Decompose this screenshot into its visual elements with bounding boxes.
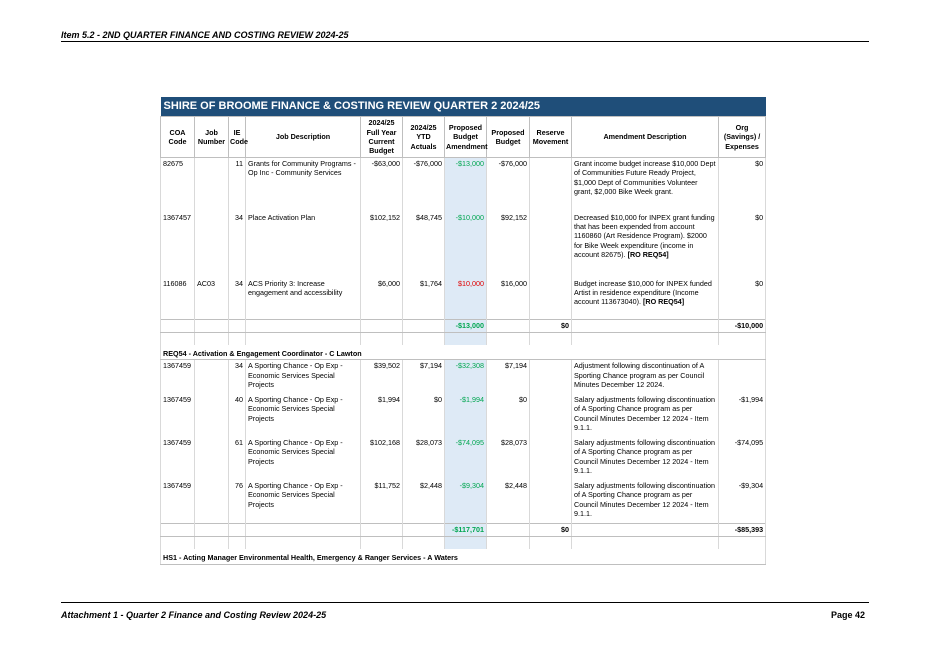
table-row: 116086 AC03 34 ACS Priority 3: Increase engagement and accessibility $6,000 $1,764 $10,000 $16,000 Budget increase $10,000 for INPEX funded Artist in residence expenditure (Income account 113673040). [RO REQ54] $0 — [161, 278, 766, 320]
table-row: 82675 11 Grants for Community Programs - Op Inc - Community Services -$63,000 -$76,000 -$13,000 -$76,000 Grant income budget increase $10,000 Dept of Communities Future Ready Project, $1,000 Dept of Communities Volunteer grant, $2,000 Bike Week grant. $0 — [161, 158, 766, 212]
table-row: 1367459 61 A Sporting Chance - Op Exp - Economic Services Special Projects $102,168 $28,073 -$74,095 $28,073 Salary adjustments following discontinuation of A Sporting Chance program as per Council Minutes December 12 2024 - Item 9.1.1. -$74,095 — [161, 437, 766, 480]
table-row: 1367459 40 A Sporting Chance - Op Exp - Economic Services Special Projects $1,994 $0 -$1,994 $0 Salary adjustments following discontinuation of A Sporting Chance program as per Council Minutes December 12 2024 - Item 9.1.1. -$1,994 — [161, 394, 766, 437]
col-proposed-amendment: Proposed Budget Amendment — [445, 117, 487, 158]
col-ytd-actuals: 2024/25 YTD Actuals — [403, 117, 445, 158]
table-row: 1367457 34 Place Activation Plan $102,152 $48,745 -$10,000 $92,152 Decreased $10,000 for INPEX grant funding that has been expended from account 1160860 (Art Residence Program). $2000 for Bike Week expenditure (income in account 82675). [RO REQ54] $0 — [161, 212, 766, 278]
page-footer — [61, 602, 869, 620]
footer-attachment-label: Attachment 1 - Quarter 2 Finance and Costing Review 2024-25 — [61, 610, 327, 620]
page-number: Page 42 — [830, 610, 865, 620]
finance-review-table — [160, 97, 766, 565]
col-current-budget: 2024/25 Full Year Current Budget — [361, 117, 403, 158]
col-org-savings: Org (Savings) / Expenses — [719, 117, 766, 158]
subtotal-row: -$13,000 $0 -$10,000 — [161, 320, 766, 333]
col-amendment-description: Amendment Description — [572, 117, 719, 158]
column-headers — [161, 117, 766, 158]
table-row: 1367459 34 A Sporting Chance - Op Exp - Economic Services Special Projects $39,502 $7,194 -$32,308 $7,194 Adjustment following discontinuation of A Sporting Chance program as per Council Minutes December 12 2024. — [161, 360, 766, 394]
col-job-number: Job Number — [195, 117, 229, 158]
page-header: Item 5.2 - 2ND QUARTER FINANCE AND COSTING REVIEW 2024-25 — [61, 30, 869, 42]
table-title: SHIRE OF BROOME FINANCE & COSTING REVIEW QUARTER 2 2024/25 — [161, 97, 766, 117]
table-row: 1367459 76 A Sporting Chance - Op Exp - Economic Services Special Projects $11,752 $2,448 -$9,304 $2,448 Salary adjustments following discontinuation of A Sporting Chance program as per Council Minutes December 12 2024 - Item 9.1.1. -$9,304 — [161, 480, 766, 524]
section-heading: HS1 - Acting Manager Environmental Health, Emergency & Ranger Services - A Waters — [161, 549, 766, 564]
col-job-description: Job Description — [246, 117, 361, 158]
col-ie-code: IE Code — [229, 117, 246, 158]
subtotal-row: -$117,701 $0 -$85,393 — [161, 524, 766, 537]
col-proposed-budget: Proposed Budget — [487, 117, 530, 158]
section-heading: REQ54 - Activation & Engagement Coordinator - C Lawton — [161, 345, 766, 360]
col-reserve-movement: Reserve Movement — [530, 117, 572, 158]
col-coa-code: COA Code — [161, 117, 195, 158]
